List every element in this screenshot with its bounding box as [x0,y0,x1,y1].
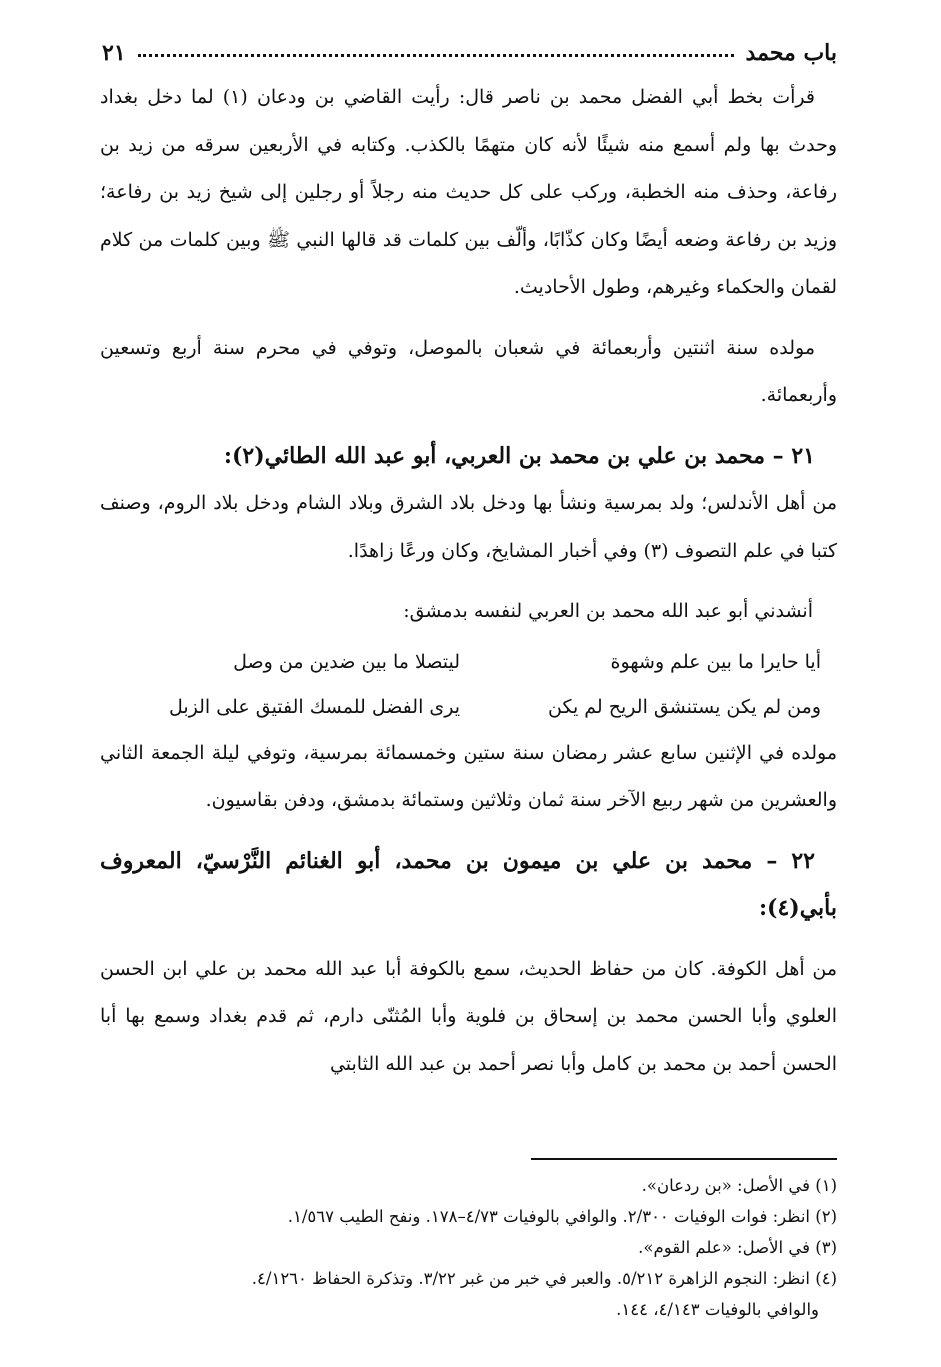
footnote-4: (٤) انظر: النجوم الزاهرة ٥/٢١٢. والعبر في خبر من غبر ٣/٢٢. وتذكرة الحفاظ ٤/١٢٦٠. [251,1269,837,1288]
verse-second-hemistich: ليتصلا ما بين ضدين من وصل [233,650,461,673]
footnote-separator [531,1158,837,1160]
verse-second-hemistich: يرى الفضل للمسك الفتيق على الزبل [168,695,461,718]
entry-21-birth-death: مولده في الإثنين سابع عشر رمضان سنة ستين وخمسمائة بمرسية، وتوفي ليلة الجمعة الثاني والعشرين من شهر ربيع الآخر سنة ثمان وثلاثين وستمائة بدمشق، ودفن بقاسيون. [100,741,837,811]
running-header [102,26,837,66]
footnotes [100,1170,837,1325]
verse-first-hemistich: ومن لم يكن يستنشق الريح لم يكن [547,695,821,718]
footnote-1: (١) في الأصل: «بن ردعان». [641,1176,837,1195]
entry-22-title: ٢٢ – محمد بن علي بن ميمون بن محمد، أبو الغنائم النَّرْسيّ، المعروف بأبي(٤): [100,847,837,921]
entry-21-title: ٢١ – محمد بن علي بن محمد بن العربي، أبو عبد الله الطائي(٢): [223,442,815,469]
entry-22-paragraph: من أهل الكوفة. كان من حفاظ الحديث، سمع بالكوفة أبا عبد الله محمد بن علي ابن الحسن العلوي وأبا الحسن محمد بن إسحاق بن فلوية وأبا المُثنّى دارم، ثم قدم بغداد وسمع بها أبا الحسن أحمد بن محمد بن كامل وأبا نصر أحمد بن عبد الله الثابتي [100,957,837,1075]
page-number: ٢١ [102,40,126,66]
footnote-3: (٣) في الأصل: «علم القوم». [638,1238,837,1257]
poem-verse [140,640,821,685]
poem [140,640,821,730]
entry-21-paragraph: من أهل الأندلس؛ ولد بمرسية ونشأ بها ودخل بلاد الشرق وبلاد الشام ودخل بلاد الروم، وصنف كتبا في علم التصوف (٣) وفي أخبار المشايخ، وكان ورعًا زاهدًا. [100,492,837,562]
footnote-2: (٢) انظر: فوات الوفيات ٢/٣٠٠. والوافي بالوفيات ٤/٧٣–١٧٨. ونفح الطيب ١/٥٦٧. [287,1207,837,1226]
paragraph-ibn-wadaan: قرأت بخط أبي الفضل محمد بن ناصر قال: رأيت القاضي بن ودعان (١) لما دخل بغداد وحدث بها ولم أسمع منه شيئًا لأنه كان متهمًا بالكذب. وكتابه في الأربعين سرقه من زيد بن رفاعة، وحذف منه الخطبة، وركب على كل حديث منه رجلاً أو رجلين إلى شيخ زيد بن رفاعة؛ وزيد بن رفاعة وضعه أيضًا وكان كذّابًا، وألّف بين كلمات قد قالها النبي ﷺ وبين كلمات من كلام لقمان والحكماء وغيرهم، وطول الأحاديث. [100,86,837,298]
section-title: باب محمد [745,40,837,66]
header-dot-leader [138,54,734,57]
entry-21-verse-intro: أنشدني أبو عبد الله محمد بن العربي لنفسه بدمشق: [403,600,813,622]
paragraph-birth-death-1: مولده سنة اثنتين وأربعمائة في شعبان بالموصل، وتوفي في محرم سنة أربع وتسعين وأربعمائة. [100,336,837,406]
poem-verse [140,685,821,730]
verse-first-hemistich: أيا حايرا ما بين علم وشهوة [610,650,821,673]
footnote-4-continued: والوافي بالوفيات ٤/١٤٣، ١٤٤. [616,1300,819,1319]
main-text [100,74,837,1088]
